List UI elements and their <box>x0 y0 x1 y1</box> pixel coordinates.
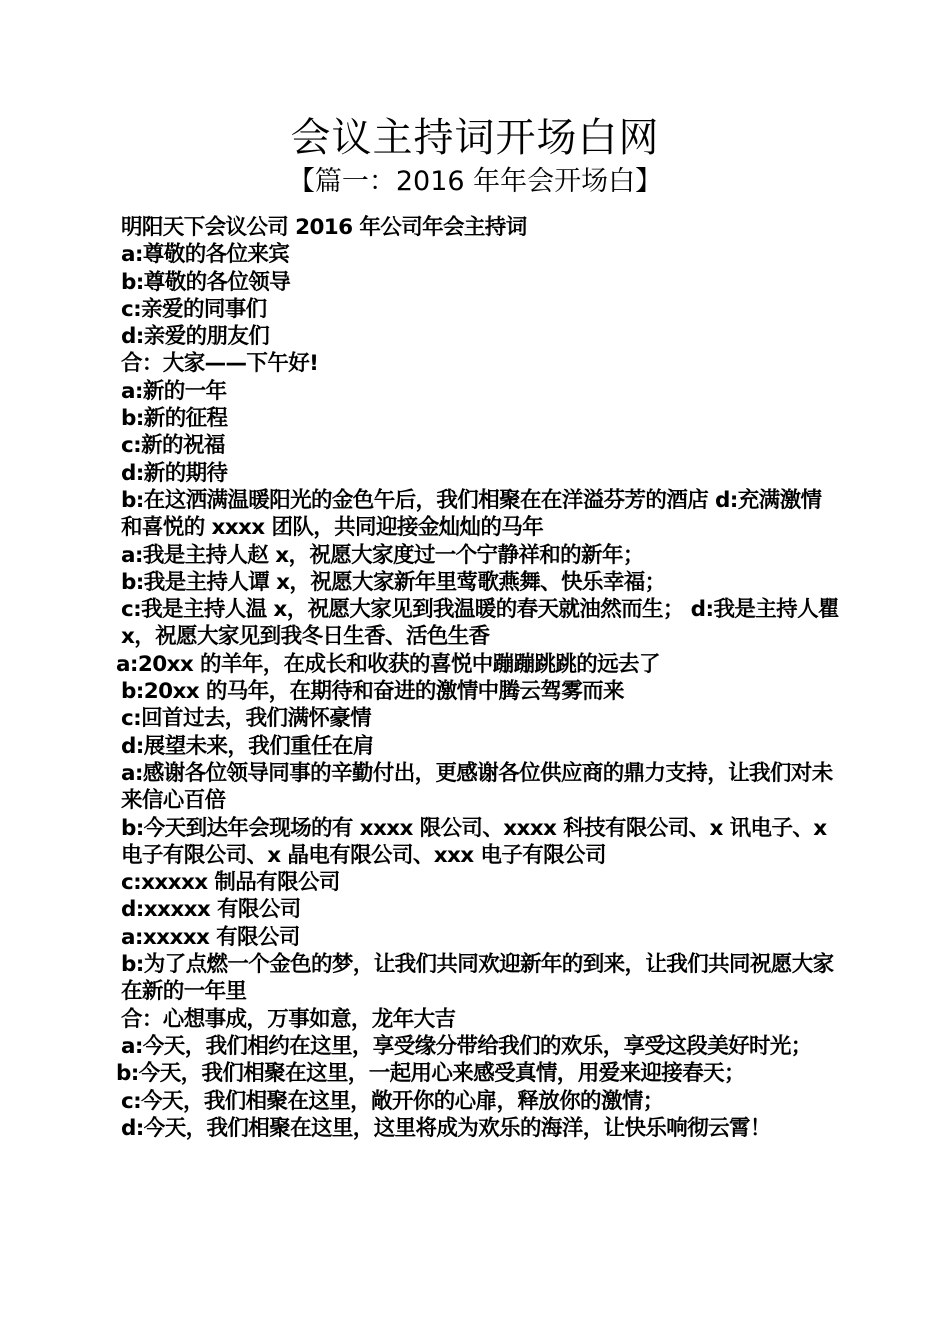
body-paragraph: d:新的期待 <box>121 460 228 486</box>
document-body <box>116 214 840 1142</box>
body-paragraph: a:新的一年 <box>121 378 227 404</box>
body-paragraph: b:今天到达年会现场的有 xxxx 限公司、xxxx 科技有限公司、x 讯电子、x 电子有限公司、x 晶电有限公司、xxx 电子有限公司 <box>121 815 827 868</box>
body-paragraph: 合：大家——下午好! <box>121 351 319 377</box>
body-paragraph: b:新的征程 <box>121 406 228 432</box>
body-paragraph: d:xxxxx 有限公司 <box>121 897 301 923</box>
body-paragraph: c:今天，我们相聚在这里，敞开你的心扉，释放你的激情； <box>121 1088 664 1114</box>
body-paragraph: 合：心想事成，万事如意，龙年大吉 <box>121 1006 456 1032</box>
body-paragraph: c:回首过去，我们满怀豪情 <box>121 706 372 732</box>
body-paragraph: a:尊敬的各位来宾 <box>121 242 290 268</box>
body-paragraph: b:为了点燃一个金色的梦，让我们共同欢迎新年的到来，让我们共同祝愿大家在新的一年里 <box>121 952 834 1005</box>
body-paragraph: a:xxxxx 有限公司 <box>121 924 300 950</box>
body-paragraph: d:展望未来，我们重任在肩 <box>121 733 374 759</box>
body-paragraph: a:感谢各位领导同事的辛勤付出，更感谢各位供应商的鼎力支持，让我们对未来信心百倍 <box>121 760 833 814</box>
document-title: 会议主持词开场白网 <box>290 115 660 161</box>
body-paragraph: c:亲爱的同事们 <box>121 296 267 322</box>
body-paragraph: d:今天，我们相聚在这里，这里将成为欢乐的海洋，让快乐响彻云霄！ <box>121 1115 771 1141</box>
body-paragraph: b:尊敬的各位领导 <box>121 269 291 295</box>
body-paragraph: b:在这洒满温暖阳光的金色午后，我们相聚在在洋溢芬芳的酒店 d:充满激情和喜悦的 xxxx 团队，共同迎接金灿灿的马年 <box>121 487 822 541</box>
body-paragraph: 明阳天下会议公司 2016 年公司年会主持词 <box>121 215 527 240</box>
body-paragraph: b:我是主持人谭 x，祝愿大家新年里莺歌燕舞、快乐幸福； <box>121 569 666 595</box>
body-paragraph: d:亲爱的朋友们 <box>121 324 270 350</box>
body-paragraph: c:我是主持人温 x，祝愿大家见到我温暖的春天就油然而生； d:我是主持人瞿 x，祝愿大家见到我冬日生香、活色生香 <box>121 597 839 650</box>
body-paragraph: a:今天，我们相约在这里，享受缘分带给我们的欢乐，享受这段美好时光； <box>121 1033 812 1059</box>
body-paragraph: b:今天，我们相聚在这里，一起用心来感受真情，用爱来迎接春天； <box>116 1061 745 1087</box>
body-paragraph: a:我是主持人赵 x，祝愿大家度过一个宁静祥和的新年； <box>121 542 644 568</box>
body-paragraph: c:xxxxx 制品有限公司 <box>121 870 340 896</box>
body-paragraph: b:20xx 的马年，在期待和奋进的激情中腾云驾雾而来 <box>121 679 624 705</box>
body-paragraph: c:新的祝福 <box>121 433 225 459</box>
document-subtitle: 【篇一：2016 年年会开场白】 <box>287 166 663 197</box>
body-paragraph: a:20xx 的羊年，在成长和收获的喜悦中蹦蹦跳跳的远去了 <box>116 651 660 677</box>
